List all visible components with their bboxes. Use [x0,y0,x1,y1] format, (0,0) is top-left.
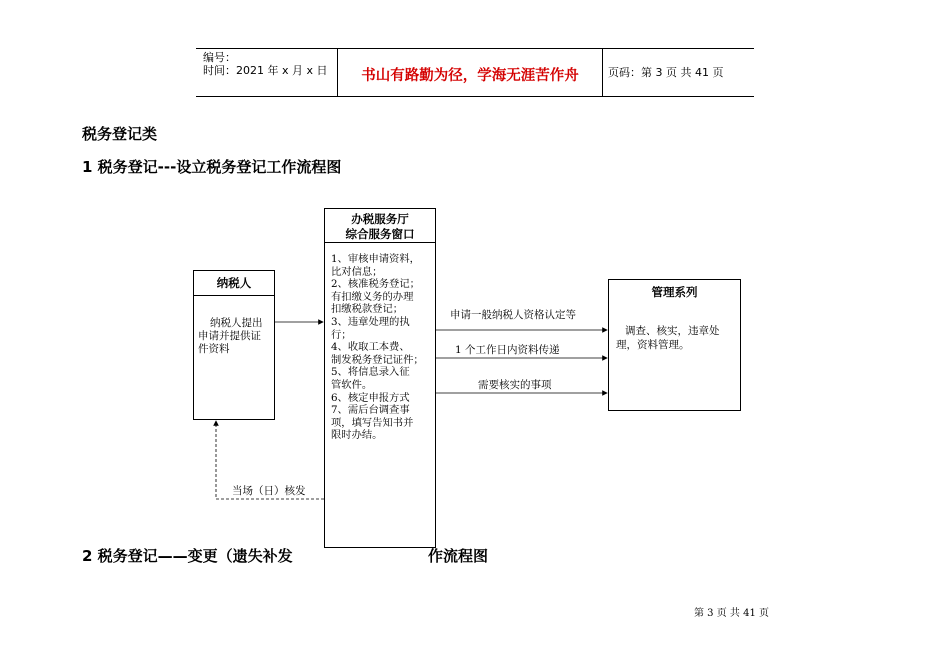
header-motto: 书山有路勤为径，学海无涯苦作舟 [361,68,579,84]
taxpayer-line-3: 件资料 [198,343,230,355]
step-line: 比对信息； [331,265,383,278]
step-line: 行； [331,328,352,341]
management-title: 管理系列 [651,285,698,299]
taxpayer-line-2: 申请并提供证 [198,330,261,342]
date-label: 时间：2021 年 x 月 x 日 [203,64,328,77]
flowchart-1-heading: 1 税务登记---设立税务登记工作流程图 [82,158,342,176]
taxpayer-title: 纳税人 [216,276,252,290]
step-line: 5、将信息录入征 [331,366,410,379]
step-line: 制发税务登记证件； [331,353,424,366]
step-line: 4、收取工本费、 [331,341,410,354]
step-line: 7、需后台调查事 [331,404,410,417]
management-line-2: 理，资料管理。 [616,339,690,351]
section-title: 税务登记类 [82,125,158,143]
step-line: 2、核准税务登记； [331,278,420,291]
step-line: 1、审核申请资料， [331,253,420,265]
label-general-taxpayer: 申请一般纳税人资格认定等 [450,309,576,321]
step-line: 3、违章处理的执 [331,315,410,328]
flowchart-2-heading-tail: 作流程图 [428,547,489,565]
flowchart-2-heading: 2 税务登记——变更（遗失补发 [82,547,293,565]
step-line: 6、核定申报方式 [331,391,410,404]
label-same-day-issue: 当场（日）核发 [232,485,306,497]
label-verify: 需要核实的事项 [478,379,552,391]
step-line: 扣缴税款登记； [331,303,404,316]
service-hall-steps [331,253,424,442]
step-line: 有扣缴义务的办理 [331,290,414,303]
page-number-label: 页码：第 3 页 共 41 页 [608,66,724,79]
service-hall-title-line-2: 综合服务窗口 [345,227,415,241]
step-line: 管软件。 [331,378,373,391]
page-footer: 第 3 页 共 41 页 [694,608,769,619]
taxpayer-line-1: 纳税人提出 [210,317,263,329]
step-line: 项，填写告知书并 [331,416,414,429]
serial-number-label: 编号： [203,51,236,64]
service-hall-title-line-1: 办税服务厅 [351,212,409,226]
step-line: 限时办结。 [331,429,383,442]
management-line-1: 调查、核实，违章处 [625,325,720,337]
label-transfer: 1 个工作日内资料传递 [455,344,560,356]
